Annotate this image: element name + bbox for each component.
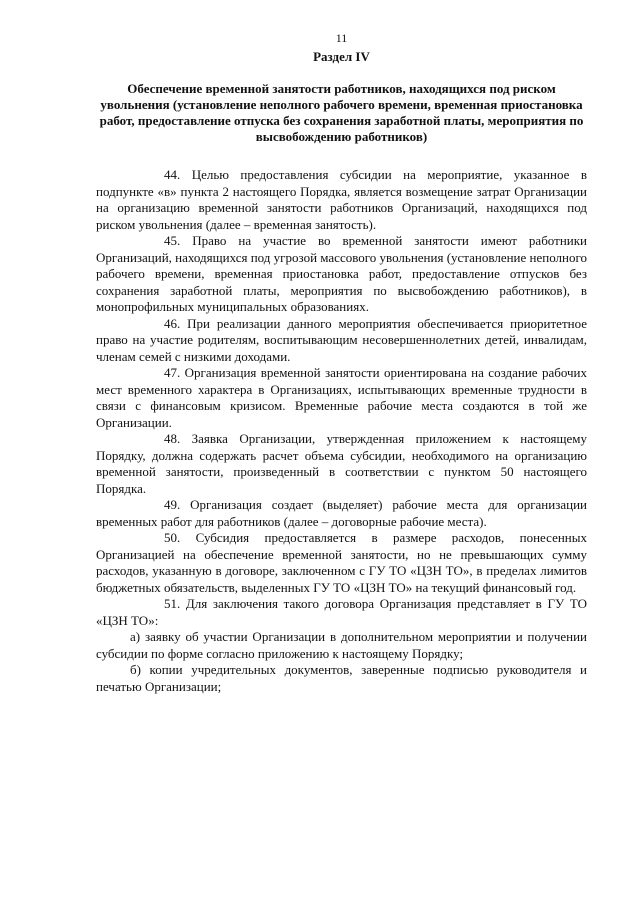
paragraph-text: Для заключения такого договора Организация представляет в ГУ ТО «ЦЗН ТО»: <box>96 596 587 628</box>
paragraph-text: Заявка Организации, утвержденная приложением к настоящему Порядку, должна содержать расчет объема субсидии, необходимого на организацию временной занятости, произведенный в соответствии с пунктом 50 настоящего Порядка. <box>96 431 587 496</box>
paragraph-50 <box>96 530 587 596</box>
paragraph-44 <box>96 167 587 233</box>
paragraph-text: Организация создает (выделяет) рабочие места для организации временных работ для работников (далее – договорные рабочие места). <box>96 497 587 529</box>
page-number: 11 <box>335 31 348 45</box>
paragraph-51 <box>96 596 587 629</box>
section-heading: Обеспечение временной занятости работников, находящихся под риском увольнения (установление неполного рабочего времени, временная приостановка работ, предоставление отпуска без сохранения заработной платы, мероприятия по высвобождению работников) <box>99 81 584 144</box>
paragraph-45 <box>96 233 587 316</box>
paragraph-48 <box>96 431 587 497</box>
paragraph-number: 51. <box>164 596 181 611</box>
document-page <box>96 30 587 695</box>
paragraph-number: 44. <box>164 167 181 182</box>
paragraph-text: Субсидия предоставляется в размере расходов, понесенных Организацией на обеспечение временной занятости, но не превышающих сумму расходов, указанную в договоре, заключенном с ГУ ТО «ЦЗН ТО», в пределах лимитов бюджетных обязательств, выделенных ГУ ТО «ЦЗН ТО» на текущий финансовый год. <box>96 530 588 595</box>
document-body <box>96 167 587 695</box>
paragraph-number: 46. <box>164 315 181 331</box>
subitem-a: а) заявку об участии Организации в дополнительном мероприятии и получении субсидии по форме согласно приложению к настоящему Порядку; <box>96 629 587 661</box>
section-title: Раздел IV <box>313 49 370 64</box>
paragraph-number: 47. <box>164 365 181 380</box>
subitem-b: б) копии учредительных документов, заверенные подписью руководителя и печатью Организации; <box>96 662 587 694</box>
paragraph-number: 48. <box>164 431 181 446</box>
paragraph-text: Целью предоставления субсидии на мероприятие, указанное в подпункте «в» пункта 2 настоящего Порядка, является возмещение затрат Организации на организацию временной занятости работников Организаций, находящихся под риском увольнения (далее – временная занятость). <box>96 167 588 232</box>
paragraph-text: Организация временной занятости ориентирована на создание рабочих мест временного характера в Организациях, испытывающих временные трудности в связи с финансовым кризисом. Временные рабочие места создаются в той же Организации. <box>96 365 588 430</box>
paragraph-49 <box>96 497 587 530</box>
paragraph-number: 50. <box>164 530 181 545</box>
paragraph-text: При реализации данного мероприятия обеспечивается приоритетное право на участие родителям, воспитывающим несовершеннолетних детей, инвалидам, членам семей с низкими доходами. <box>96 315 588 364</box>
paragraph-47 <box>96 365 587 431</box>
paragraph-number: 45. <box>164 233 181 248</box>
paragraph-46 <box>96 316 587 366</box>
paragraph-text: Право на участие во временной занятости имеют работники Организаций, находящихся под угрозой массового увольнения (установление неполного рабочего времени, временная приостановка работ, предоставление отпусков без сохранения заработной платы, мероприятия по высвобождению работников), в монопрофильных муниципальных образованиях. <box>96 233 588 314</box>
paragraph-number: 49. <box>164 497 181 512</box>
